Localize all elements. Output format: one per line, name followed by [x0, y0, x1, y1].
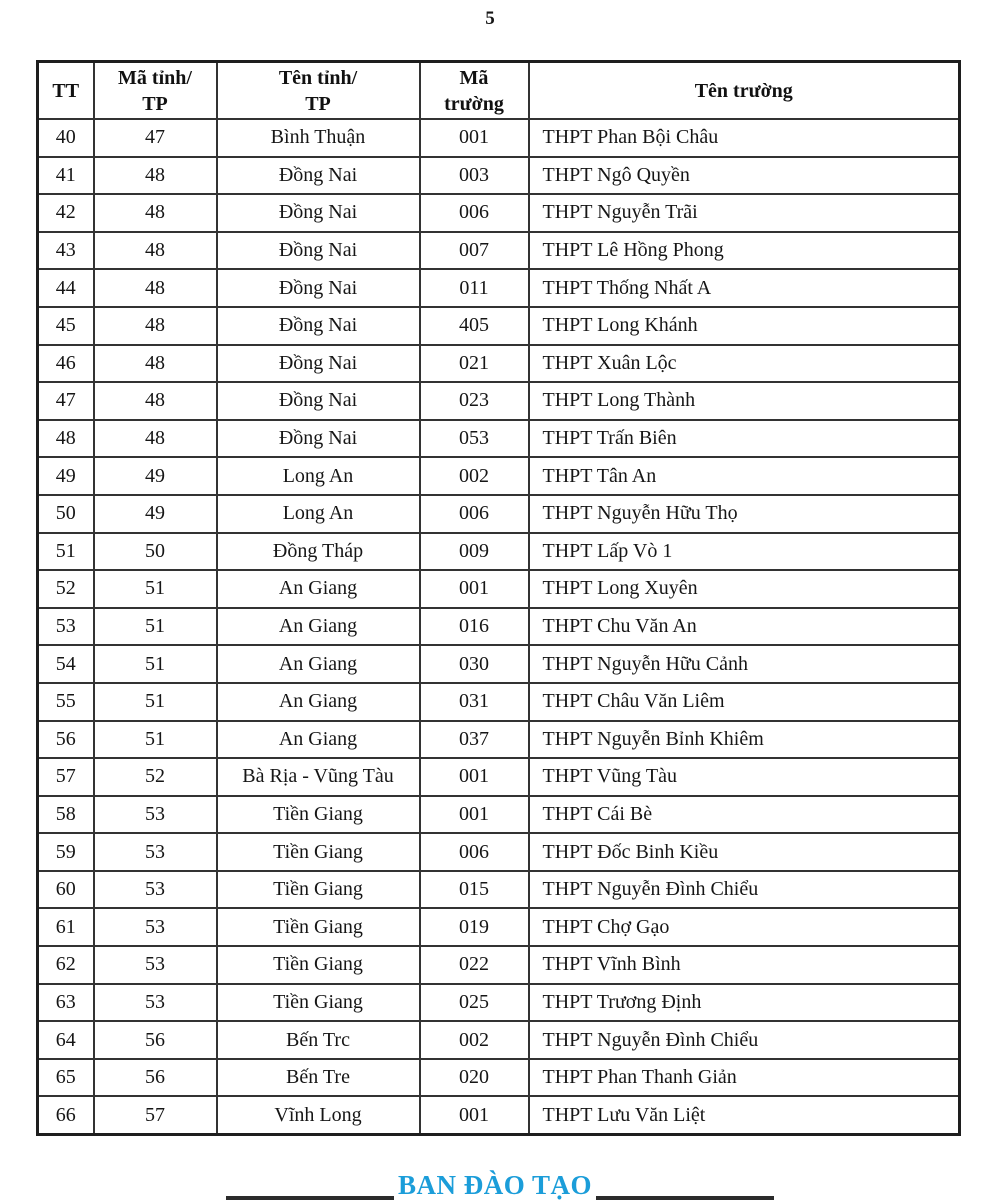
cell-province-name: Tiền Giang: [217, 833, 420, 871]
cell-school-code: 023: [420, 382, 529, 420]
cell-tt: 53: [38, 608, 94, 646]
cell-school-code: 019: [420, 908, 529, 946]
cell-school-name: THPT Chu Văn An: [529, 608, 960, 646]
cell-province-name: Đồng Nai: [217, 194, 420, 232]
signature-line-left: [226, 1196, 394, 1200]
cell-province-code: 53: [94, 946, 217, 984]
cell-school-name: THPT Phan Bội Châu: [529, 119, 960, 157]
cell-tt: 55: [38, 683, 94, 721]
cell-tt: 43: [38, 232, 94, 270]
cell-school-code: 030: [420, 645, 529, 683]
table-row: [38, 721, 960, 759]
cell-province-name: Đồng Nai: [217, 382, 420, 420]
cell-province-name: Đồng Nai: [217, 232, 420, 270]
cell-school-name: THPT Chợ Gạo: [529, 908, 960, 946]
cell-tt: 54: [38, 645, 94, 683]
cell-tt: 48: [38, 420, 94, 458]
cell-school-code: 025: [420, 984, 529, 1022]
cell-school-code: 001: [420, 796, 529, 834]
cell-tt: 42: [38, 194, 94, 232]
cell-tt: 44: [38, 269, 94, 307]
table-row: [38, 495, 960, 533]
cell-school-name: THPT Nguyễn Hữu Thọ: [529, 495, 960, 533]
page-number: 5: [485, 8, 495, 29]
cell-school-code: 001: [420, 119, 529, 157]
cell-province-code: 50: [94, 533, 217, 571]
cell-tt: 58: [38, 796, 94, 834]
cell-province-code: 51: [94, 721, 217, 759]
table-row: [38, 758, 960, 796]
table-row: [38, 1021, 960, 1059]
cell-province-name: Tiền Giang: [217, 871, 420, 909]
cell-province-name: An Giang: [217, 645, 420, 683]
table-row: [38, 1059, 960, 1097]
cell-province-code: 48: [94, 269, 217, 307]
cell-school-code: 007: [420, 232, 529, 270]
cell-province-name: An Giang: [217, 608, 420, 646]
cell-school-code: 037: [420, 721, 529, 759]
table-row: [38, 420, 960, 458]
cell-school-code: 002: [420, 457, 529, 495]
cell-province-code: 48: [94, 345, 217, 383]
cell-school-name: THPT Đốc Binh Kiều: [529, 833, 960, 871]
cell-province-name: Bà Rịa - Vũng Tàu: [217, 758, 420, 796]
cell-school-name: THPT Cái Bè: [529, 796, 960, 834]
cell-tt: 49: [38, 457, 94, 495]
cell-province-name: An Giang: [217, 570, 420, 608]
cell-school-code: 003: [420, 157, 529, 195]
cell-school-code: 001: [420, 570, 529, 608]
table-row: [38, 871, 960, 909]
signature-line-right: [596, 1196, 774, 1200]
cell-school-code: 002: [420, 1021, 529, 1059]
cell-province-code: 49: [94, 457, 217, 495]
cell-province-name: Long An: [217, 457, 420, 495]
cell-tt: 45: [38, 307, 94, 345]
cell-school-code: 016: [420, 608, 529, 646]
cell-tt: 47: [38, 382, 94, 420]
table-row: [38, 307, 960, 345]
cell-province-code: 49: [94, 495, 217, 533]
cell-province-code: 51: [94, 683, 217, 721]
cell-school-name: THPT Nguyễn Hữu Cảnh: [529, 645, 960, 683]
footer: [0, 1167, 1000, 1203]
cell-province-name: An Giang: [217, 721, 420, 759]
cell-school-name: THPT Lê Hồng Phong: [529, 232, 960, 270]
cell-school-code: 006: [420, 495, 529, 533]
cell-province-name: Long An: [217, 495, 420, 533]
cell-province-code: 48: [94, 157, 217, 195]
cell-province-name: Bình Thuận: [217, 119, 420, 157]
cell-school-code: 009: [420, 533, 529, 571]
cell-province-name: Đồng Nai: [217, 157, 420, 195]
cell-tt: 62: [38, 946, 94, 984]
cell-tt: 56: [38, 721, 94, 759]
cell-school-name: THPT Thống Nhất A: [529, 269, 960, 307]
cell-province-name: Đồng Nai: [217, 269, 420, 307]
cell-province-name: Bến Trc: [217, 1021, 420, 1059]
cell-tt: 50: [38, 495, 94, 533]
cell-school-name: THPT Trương Định: [529, 984, 960, 1022]
cell-province-code: 57: [94, 1096, 217, 1134]
table-row: [38, 946, 960, 984]
cell-province-name: An Giang: [217, 683, 420, 721]
cell-province-name: Vĩnh Long: [217, 1096, 420, 1134]
cell-school-name: THPT Ngô Quyền: [529, 157, 960, 195]
cell-province-name: Đồng Tháp: [217, 533, 420, 571]
table-row: [38, 908, 960, 946]
cell-province-name: Tiền Giang: [217, 796, 420, 834]
column-header-province-name: Tên tỉnh/ TP: [217, 62, 420, 120]
cell-school-code: 011: [420, 269, 529, 307]
cell-tt: 57: [38, 758, 94, 796]
cell-province-code: 48: [94, 194, 217, 232]
cell-school-name: THPT Lấp Vò 1: [529, 533, 960, 571]
cell-school-name: THPT Phan Thanh Giản: [529, 1059, 960, 1097]
cell-province-name: Bến Tre: [217, 1059, 420, 1097]
cell-school-name: THPT Lưu Văn Liệt: [529, 1096, 960, 1134]
cell-school-name: THPT Nguyễn Trãi: [529, 194, 960, 232]
table-row: [38, 457, 960, 495]
table-row: [38, 683, 960, 721]
cell-province-code: 48: [94, 307, 217, 345]
cell-school-name: THPT Châu Văn Liêm: [529, 683, 960, 721]
cell-province-code: 48: [94, 232, 217, 270]
cell-school-code: 001: [420, 758, 529, 796]
cell-province-name: Đồng Nai: [217, 307, 420, 345]
table-row: [38, 833, 960, 871]
cell-province-name: Đồng Nai: [217, 420, 420, 458]
cell-province-code: 53: [94, 833, 217, 871]
column-header-school-code: Mã trường: [420, 62, 529, 120]
cell-province-code: 48: [94, 382, 217, 420]
table-row: [38, 645, 960, 683]
cell-province-code: 51: [94, 570, 217, 608]
table-header-row: [38, 62, 960, 120]
column-header-school-name: Tên trường: [529, 62, 960, 120]
cell-school-name: THPT Vĩnh Bình: [529, 946, 960, 984]
table-row: [38, 269, 960, 307]
school-table: [36, 60, 961, 1136]
cell-school-code: 405: [420, 307, 529, 345]
cell-school-code: 053: [420, 420, 529, 458]
cell-school-code: 015: [420, 871, 529, 909]
cell-tt: 40: [38, 119, 94, 157]
cell-tt: 59: [38, 833, 94, 871]
cell-province-code: 53: [94, 984, 217, 1022]
cell-province-code: 53: [94, 908, 217, 946]
table-row: [38, 533, 960, 571]
cell-school-name: THPT Long Thành: [529, 382, 960, 420]
cell-province-code: 47: [94, 119, 217, 157]
cell-tt: 46: [38, 345, 94, 383]
table-row: [38, 570, 960, 608]
cell-province-code: 56: [94, 1021, 217, 1059]
cell-school-name: THPT Trấn Biên: [529, 420, 960, 458]
cell-school-code: 020: [420, 1059, 529, 1097]
cell-province-code: 48: [94, 420, 217, 458]
cell-province-name: Đồng Nai: [217, 345, 420, 383]
cell-province-code: 53: [94, 871, 217, 909]
table-row: [38, 194, 960, 232]
table-row: [38, 232, 960, 270]
column-header-province-code: Mã tỉnh/ TP: [94, 62, 217, 120]
cell-tt: 60: [38, 871, 94, 909]
cell-tt: 64: [38, 1021, 94, 1059]
cell-tt: 63: [38, 984, 94, 1022]
cell-province-code: 52: [94, 758, 217, 796]
cell-school-code: 021: [420, 345, 529, 383]
cell-school-name: THPT Long Xuyên: [529, 570, 960, 608]
cell-school-code: 001: [420, 1096, 529, 1134]
cell-school-name: THPT Nguyễn Bỉnh Khiêm: [529, 721, 960, 759]
cell-province-code: 51: [94, 645, 217, 683]
footer-text: BAN ĐÀO TẠO: [397, 1170, 593, 1200]
cell-school-name: THPT Tân An: [529, 457, 960, 495]
cell-school-code: 006: [420, 833, 529, 871]
cell-school-name: THPT Xuân Lộc: [529, 345, 960, 383]
cell-tt: 61: [38, 908, 94, 946]
cell-province-name: Tiền Giang: [217, 984, 420, 1022]
table-row: [38, 119, 960, 157]
table-row: [38, 157, 960, 195]
cell-school-code: 006: [420, 194, 529, 232]
cell-province-code: 56: [94, 1059, 217, 1097]
table-row: [38, 1096, 960, 1134]
cell-province-name: Tiền Giang: [217, 946, 420, 984]
cell-school-name: THPT Vũng Tàu: [529, 758, 960, 796]
table-row: [38, 984, 960, 1022]
cell-school-code: 031: [420, 683, 529, 721]
cell-province-code: 53: [94, 796, 217, 834]
cell-province-code: 51: [94, 608, 217, 646]
table-row: [38, 796, 960, 834]
cell-school-name: THPT Nguyễn Đình Chiểu: [529, 871, 960, 909]
cell-tt: 51: [38, 533, 94, 571]
cell-tt: 65: [38, 1059, 94, 1097]
table-row: [38, 382, 960, 420]
column-header-tt: TT: [38, 62, 94, 120]
table-row: [38, 345, 960, 383]
table-row: [38, 608, 960, 646]
cell-tt: 41: [38, 157, 94, 195]
cell-tt: 52: [38, 570, 94, 608]
cell-tt: 66: [38, 1096, 94, 1134]
cell-school-name: THPT Nguyễn Đình Chiểu: [529, 1021, 960, 1059]
cell-province-name: Tiền Giang: [217, 908, 420, 946]
cell-school-name: THPT Long Khánh: [529, 307, 960, 345]
cell-school-code: 022: [420, 946, 529, 984]
